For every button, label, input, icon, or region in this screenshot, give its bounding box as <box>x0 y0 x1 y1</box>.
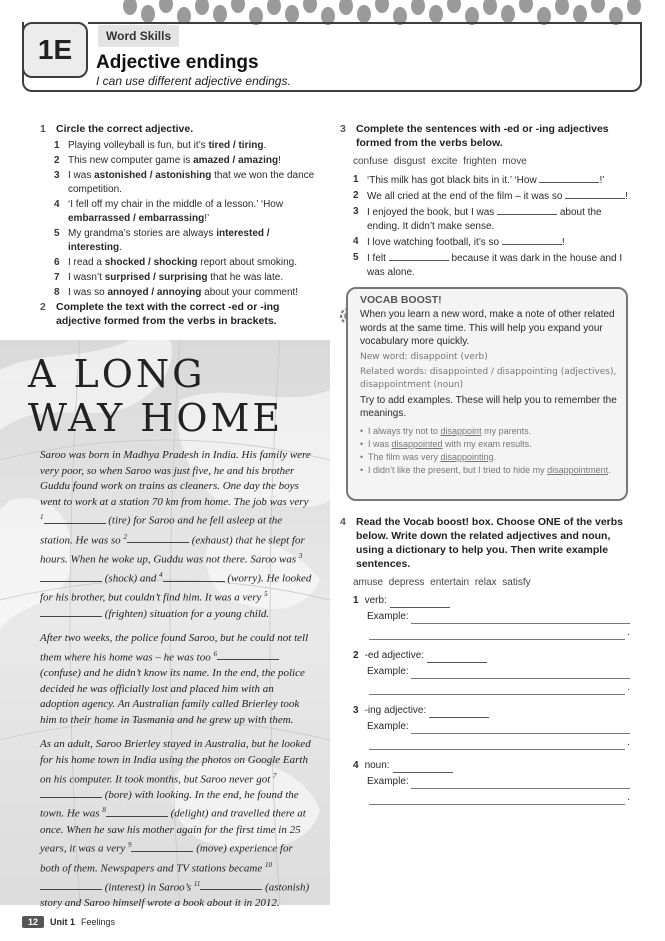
item-number: 1 <box>353 595 359 606</box>
exercise-number: 2 <box>40 301 46 313</box>
unit-topic: Feelings <box>81 917 116 927</box>
text-segment: (worry). He looked for his brother, but couldn’t find him. It was a very <box>40 572 312 605</box>
text-segment: (bore) with looking. In the end, he found the town. He was <box>40 788 299 821</box>
list-item <box>353 251 630 280</box>
text-segment: ! <box>625 191 629 202</box>
exercise-1-list <box>54 139 322 300</box>
gap-number: 6 <box>213 649 217 658</box>
vocab-new-word: New word: disappoint (verb) <box>360 351 488 362</box>
example-row-2 <box>353 681 630 695</box>
word-bank: confuse disgust excite frighten move <box>353 156 527 167</box>
item-number: 1 <box>54 140 60 151</box>
example-label: Example: <box>367 776 409 787</box>
text-segment: . <box>119 242 122 253</box>
list-item <box>54 227 322 255</box>
text-segment: (interest) in Saroo’s <box>102 881 194 894</box>
example-line[interactable] <box>369 630 625 640</box>
item-text <box>367 251 630 280</box>
text-segment: (exhaust) that he slept for hours. When he woke up, Guddu was not there. Saroo was <box>40 534 305 566</box>
target-word: disappointing <box>440 451 494 462</box>
text-segment: I love watching football, it’s so <box>367 237 502 248</box>
exercise-3 <box>340 122 630 280</box>
skill-label: Word Skills <box>98 25 179 47</box>
example-row-2 <box>353 736 630 750</box>
text-segment: I always try not to <box>368 425 441 436</box>
text-segment: that he was late. <box>207 272 284 283</box>
story-text <box>40 448 312 921</box>
adjective-choice[interactable]: embarrassed / embarrassing <box>68 213 205 224</box>
gap-10[interactable] <box>40 880 102 890</box>
line-end: . <box>627 737 630 748</box>
text-segment: report about smoking. <box>197 257 298 268</box>
list-item <box>353 594 630 640</box>
text-segment: . <box>608 464 611 475</box>
list-item <box>353 173 630 188</box>
answer-blank[interactable] <box>390 598 450 608</box>
page-subtitle: I can use different adjective endings. <box>96 74 291 88</box>
text-segment: about the ending. It didn’t make sense. <box>367 207 602 232</box>
text-segment: As an adult, Saroo Brierley stayed in Australia, but he looked for his home town in India using the photos on Google Earth on his computer. It took months, but Saroo never got <box>40 738 311 786</box>
story-title-line-1: A LONG <box>28 352 206 396</box>
gap-2[interactable] <box>127 533 189 543</box>
item-text <box>68 271 283 285</box>
answer-label: noun: <box>364 760 390 771</box>
lesson-badge: 1E <box>22 22 88 78</box>
item-number: 2 <box>353 190 359 201</box>
skill-tag <box>88 24 189 48</box>
example-row-2 <box>353 626 630 640</box>
gap-4[interactable] <box>163 572 225 582</box>
answer-row <box>353 759 630 773</box>
item-text <box>68 286 298 300</box>
item-number: 4 <box>353 236 359 247</box>
item-text <box>68 256 297 270</box>
text-segment: I didn’t like the present, but I tried to hide my <box>368 464 548 475</box>
adjective-choice[interactable]: shocked / shocking <box>104 257 198 268</box>
gap-number: 8 <box>102 806 106 815</box>
example-row <box>353 610 630 624</box>
text-segment: (move) experience for both of them. Newspapers and TV stations became <box>40 842 293 875</box>
example-row-2 <box>353 791 630 805</box>
adjective-choice[interactable]: surprised / surprising <box>104 272 208 283</box>
item-number: 3 <box>353 206 359 217</box>
answer-row <box>353 649 630 663</box>
adjective-choice[interactable]: tired / tiring <box>208 140 264 151</box>
text-segment: After two weeks, the police found Saroo, but he could not tell them where his home was – he was too <box>40 632 309 664</box>
exercise-1 <box>40 122 322 300</box>
answer-blank[interactable] <box>502 235 562 245</box>
adjective-choice[interactable]: amazed / amazing <box>193 155 279 166</box>
list-item <box>54 286 322 300</box>
gap-number: 7 <box>273 771 277 780</box>
vocab-boost-title: VOCAB BOOST! <box>360 294 442 306</box>
vocab-example <box>360 438 618 451</box>
gap-number: 5 <box>264 590 268 599</box>
gap-number: 2 <box>123 532 127 541</box>
example-line[interactable] <box>369 685 625 695</box>
gap-number: 1 <box>40 513 44 522</box>
word-bank: amuse depress entertain relax satisfy <box>353 577 531 588</box>
text-segment: I felt <box>367 253 389 264</box>
exercise-1-heading <box>40 122 322 136</box>
line-end: . <box>627 627 630 638</box>
exercise-4 <box>340 515 630 814</box>
gap-9[interactable] <box>131 842 193 852</box>
exercise-instruction: Complete the sentences with -ed or -ing adjectives formed from the verbs below. <box>356 123 609 149</box>
gap-3[interactable] <box>40 572 102 582</box>
list-item <box>54 154 322 168</box>
vocab-example <box>360 425 618 438</box>
gap-7[interactable] <box>40 788 102 798</box>
example-line[interactable] <box>411 614 630 624</box>
exercise-4-heading <box>340 515 630 571</box>
answer-blank[interactable] <box>539 173 599 183</box>
exercise-instruction: Circle the correct adjective. <box>56 123 194 135</box>
text-segment: I was so <box>68 287 108 298</box>
answer-label: verb: <box>364 595 387 606</box>
item-number: 4 <box>54 199 60 210</box>
unit-label: Unit 1 <box>50 917 76 927</box>
example-label: Example: <box>367 721 409 732</box>
vocab-examples <box>360 425 618 477</box>
example-line[interactable] <box>411 779 630 789</box>
story-paragraph-2 <box>40 631 312 728</box>
adjective-choice[interactable]: interested / interesting <box>68 228 270 253</box>
page-footer <box>22 916 115 928</box>
item-number: 2 <box>54 155 60 166</box>
target-word: disappointed <box>391 438 443 449</box>
list-item <box>353 235 630 250</box>
list-item <box>353 704 630 750</box>
item-number: 2 <box>353 650 359 661</box>
text-segment: Playing volleyball is fun, but it’s <box>68 140 209 151</box>
answer-blank[interactable] <box>497 205 557 215</box>
vocab-boost-tip: When you learn a new word, make a note of other related words at the same time. This will help you expand your vocabulary more quickly. <box>360 309 615 347</box>
item-text <box>367 205 630 234</box>
answer-blank[interactable] <box>389 251 449 261</box>
text-segment: ! <box>561 237 565 248</box>
list-item <box>54 198 322 226</box>
story-title-line-2: WAY HOME <box>28 396 284 440</box>
item-text <box>68 139 266 153</box>
item-number: 7 <box>54 272 60 283</box>
item-text <box>68 227 322 255</box>
line-end: . <box>627 682 630 693</box>
exercise-3-list <box>353 173 630 280</box>
adjective-choice[interactable]: annoyed / annoying <box>107 287 202 298</box>
text-segment: !’ <box>599 175 605 186</box>
text-segment: (shock) and <box>102 572 160 585</box>
story-paragraph-3 <box>40 737 312 911</box>
exercise-4-list <box>353 594 630 805</box>
answer-blank[interactable] <box>429 708 489 718</box>
item-number: 4 <box>353 760 359 771</box>
target-word: disappointment <box>547 464 609 475</box>
story-title <box>28 352 283 440</box>
target-word: disappoint <box>440 425 482 436</box>
vocab-example <box>360 451 618 464</box>
text-segment: I read a <box>68 257 105 268</box>
gap-8[interactable] <box>106 807 168 817</box>
text-segment: I was <box>368 438 392 449</box>
example-row <box>353 665 630 679</box>
vocab-boost-tip-2: Try to add examples. These will help you to remember the meanings. <box>360 394 617 419</box>
page-title: Adjective endings <box>96 52 259 73</box>
text-segment: (delight) and travelled there at once. When he saw his mother again for the first time in 25 years, it was a very <box>40 808 306 855</box>
answer-label: -ing adjective: <box>364 705 427 716</box>
gap-number: 10 <box>264 860 272 869</box>
item-number: 5 <box>353 252 359 263</box>
item-number: 3 <box>353 705 359 716</box>
answer-blank[interactable] <box>393 763 453 773</box>
item-number: 5 <box>54 228 60 239</box>
text-segment: (astonish) story and Saroo himself wrote a book about it in 2012. <box>40 881 310 910</box>
list-item <box>353 205 630 234</box>
answer-row <box>353 594 630 608</box>
text-segment: my parents. <box>481 425 532 436</box>
text-segment: (confuse) and he didn’t know its name. In the end, the police decided he was officially lost and placed him with an adoption agency. An Australian family called Brierley took him to their home in Tasmania and he grew up with them. <box>40 667 305 726</box>
line-end: . <box>627 792 630 803</box>
text-segment: ! <box>278 155 281 166</box>
list-item <box>353 189 630 204</box>
text-segment: I was <box>68 170 95 181</box>
example-label: Example: <box>367 666 409 677</box>
story-paragraph-1 <box>40 448 312 622</box>
text-segment: because it was dark in the house and I was alone. <box>367 253 623 278</box>
item-text <box>367 173 604 188</box>
gap-11[interactable] <box>200 880 262 890</box>
item-text <box>68 169 322 197</box>
text-segment: !’ <box>204 213 210 224</box>
item-text <box>367 235 565 250</box>
example-line[interactable] <box>369 740 625 750</box>
example-line[interactable] <box>411 669 630 679</box>
item-text <box>68 198 322 226</box>
item-number: 1 <box>353 174 359 185</box>
adjective-choice[interactable]: astonished / astonishing <box>94 170 212 181</box>
gap-number: 4 <box>159 571 163 580</box>
text-segment: ‘I fell off my chair in the middle of a lesson.’ ‘How <box>68 199 284 210</box>
text-segment: I wasn’t <box>68 272 105 283</box>
list-item <box>54 256 322 270</box>
gap-number: 9 <box>127 841 132 850</box>
text-segment: I enjoyed the book, but I was <box>367 207 498 218</box>
answer-row <box>353 704 630 718</box>
text-segment: ‘This milk has got black bits in it.’ ‘How <box>367 175 540 186</box>
exercise-instruction: Complete the text with the correct -ed or -ing adjective formed from the verbs in brackets. <box>56 301 280 327</box>
text-segment: about your comment! <box>201 287 299 298</box>
list-item <box>54 169 322 197</box>
text-segment: The film was very <box>368 451 441 462</box>
text-segment: (frighten) situation for a young child. <box>102 607 270 620</box>
list-item <box>54 139 322 153</box>
text-segment: We all cried at the end of the film – it was so <box>367 191 566 202</box>
example-row <box>353 775 630 789</box>
exercise-number: 1 <box>40 123 46 135</box>
gap-number: 3 <box>298 551 303 560</box>
answer-label: -ed adjective: <box>364 650 425 661</box>
item-number: 8 <box>54 287 60 298</box>
text-segment: with my exam results. <box>442 438 532 449</box>
exercise-number: 3 <box>340 123 346 135</box>
text-segment: Saroo was born in Madhya Pradesh in India. His family were very poor, so when Saroo was just five, he and his brother Guddu found work on trains as cleaners. One day the boys went to work at a station 70 km from home. The job was very <box>40 449 311 508</box>
text-segment: that we won the dance competition. <box>68 170 315 195</box>
page-number: 12 <box>22 916 44 928</box>
example-line[interactable] <box>411 724 630 734</box>
exercise-3-heading <box>340 122 630 150</box>
example-label: Example: <box>367 611 409 622</box>
answer-blank[interactable] <box>565 189 625 199</box>
example-row <box>353 720 630 734</box>
vocab-related-words: Related words: disappointed / disappointing (adjectives), disappointment (noun) <box>360 366 617 390</box>
text-segment: . <box>263 140 267 151</box>
gap-6[interactable] <box>217 650 279 660</box>
gap-number: 11 <box>193 879 201 888</box>
exercise-instruction: Read the Vocab boost! box. Choose ONE of the verbs below. Write down the related adjectives and noun, using a dictionary to help you. Then write example sentences. <box>356 516 624 570</box>
vocab-boost-box <box>346 287 628 501</box>
exercise-number: 4 <box>340 516 346 528</box>
gap-1[interactable] <box>44 514 106 524</box>
example-line[interactable] <box>369 795 625 805</box>
exercise-2-heading <box>40 300 322 328</box>
item-number: 3 <box>54 170 60 181</box>
list-item <box>353 649 630 695</box>
answer-blank[interactable] <box>427 653 487 663</box>
text-segment: This new computer game is <box>68 155 194 166</box>
text-segment: (tire) for Saroo and he fell asleep at the station. He was so <box>40 515 283 547</box>
list-item <box>54 271 322 285</box>
item-text <box>367 189 628 204</box>
item-number: 6 <box>54 257 60 268</box>
text-segment: My grandma’s stories are always <box>68 228 217 239</box>
gap-5[interactable] <box>40 607 102 617</box>
list-item <box>353 759 630 805</box>
vocab-example <box>360 464 618 477</box>
text-segment: . <box>493 451 497 462</box>
item-text <box>68 154 281 168</box>
exercise-2 <box>40 300 322 328</box>
